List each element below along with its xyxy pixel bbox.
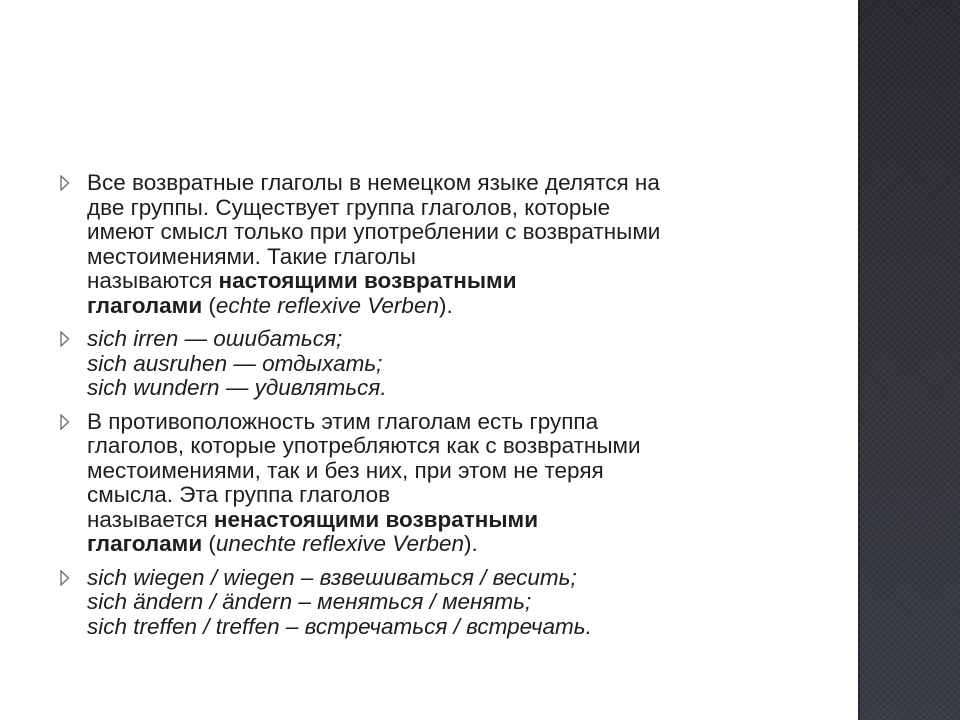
bullet-1-term-bold: настоящими возвратными: [218, 268, 517, 293]
bullet-1-term-bold-end: глаголами: [87, 292, 203, 318]
bullet-3-line-3: местоимениями, так и без них, при этом не теряя: [87, 457, 604, 483]
bullet-1-paren-close: ).: [438, 292, 453, 318]
hollow-chevron-bullet-icon: [60, 570, 70, 586]
bullet-3-paren-close: ).: [464, 531, 478, 556]
hollow-chevron-bullet-icon: [60, 175, 70, 191]
bullet-4-line-2: sich ändern / ändern – меняться / менять;: [87, 589, 532, 614]
bullet-3-term-bold: ненастоящими возвратными: [213, 506, 539, 532]
bullet-4-line-1: sich wiegen / wiegen – взвешиваться / весить;: [87, 564, 577, 590]
bullet-3-term-prefix: называется: [87, 506, 214, 532]
hollow-chevron-bullet-icon: [60, 414, 70, 430]
bullet-2-line-3: sich wundern — удивляться.: [87, 375, 387, 400]
bullet-3-german-term: unechte reflexive Verben: [215, 531, 464, 556]
bullet-3-line-2: глаголов, которые употребляются как с возвратными: [87, 433, 641, 458]
bullet-1-german-term: echte reflexive Verben: [215, 292, 439, 318]
hollow-chevron-bullet-icon: [60, 331, 70, 347]
bullet-list: [60, 171, 800, 648]
bullet-1-line-6: [87, 294, 800, 319]
bullet-1-line-4: местоимениями. Такие глаголы: [87, 243, 416, 269]
bullet-2-line-2: sich ausruhen — отдыхать;: [87, 350, 383, 376]
bullet-1-line-2: две группы. Существует группа глаголов, которые: [87, 194, 611, 220]
bullet-3-line-6: [87, 532, 800, 557]
decorative-side-panel: [858, 0, 960, 720]
bullet-item-4: [60, 566, 800, 640]
bullet-1-term-prefix: называются: [87, 268, 219, 293]
bullet-1-line-5: [87, 269, 800, 294]
bullet-item-1: [60, 171, 800, 318]
bullet-3-line-5: [87, 508, 800, 533]
bullet-3-line-1: В противоположность этим глаголам есть группа: [87, 408, 599, 434]
bullet-1-line-1: Все возвратные глаголы в немецком языке делятся на: [87, 170, 660, 195]
bullet-3-line-4: смысла. Эта группа глаголов: [87, 482, 391, 507]
bullet-item-2: [60, 327, 800, 401]
bullet-3-paren-open: (: [202, 531, 216, 556]
bullet-1-paren-open: (: [202, 292, 216, 318]
bullet-item-3: [60, 410, 800, 557]
bullet-2-line-1: sich irren — ошибаться;: [87, 326, 343, 351]
bullet-3-term-bold-end: глаголами: [87, 531, 203, 556]
bullet-1-line-3: имеют смысл только при употреблении с возвратными: [87, 219, 661, 244]
bullet-4-line-3: sich treffen / treffen – встречаться / встречать.: [87, 613, 592, 639]
